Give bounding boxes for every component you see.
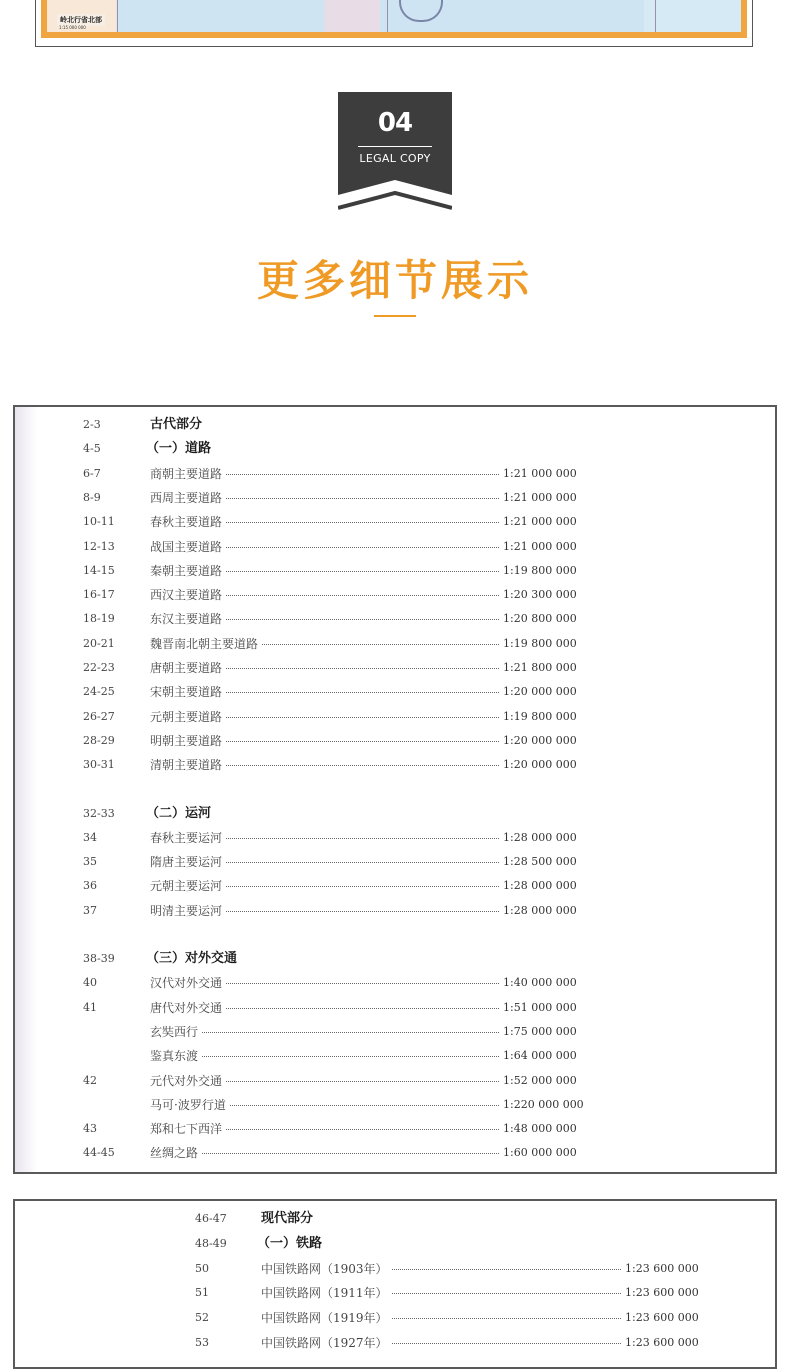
toc-entry-title: 玄奘西行	[150, 1022, 201, 1042]
toc-page-number: 46-47	[195, 1212, 227, 1225]
toc-map-scale: 1:23 600 000	[625, 1261, 699, 1275]
toc-map-scale: 1:20 800 000	[503, 612, 577, 626]
toc-row	[15, 609, 775, 629]
toc-page-number: 48-49	[195, 1236, 227, 1250]
toc-row	[15, 804, 775, 824]
toc-map-scale: 1:51 000 000	[503, 1000, 577, 1014]
toc-entry-title: 春秋主要道路	[150, 512, 225, 532]
toc-page-number: 35	[83, 855, 97, 869]
toc-map-scale: 1:60 000 000	[503, 1146, 577, 1160]
toc-page-number: 51	[195, 1286, 209, 1300]
toc-entry-title: 中国铁路网（1927年）	[261, 1333, 391, 1353]
toc-dot-leader	[150, 1153, 499, 1154]
toc-page-number: 43	[83, 1122, 97, 1136]
toc-row	[15, 561, 775, 581]
toc-page-number: 30-31	[83, 758, 115, 772]
toc-entry-title: 明清主要运河	[150, 901, 225, 921]
toc-page-number: 8-9	[83, 490, 101, 504]
toc-page-number: 52	[195, 1311, 209, 1325]
toc-row	[15, 464, 775, 484]
toc-map-scale: 1:23 600 000	[625, 1286, 699, 1300]
toc-page-number: 38-39	[83, 952, 115, 965]
toc-section-heading: （二）运河	[146, 805, 212, 821]
toc-map-scale: 1:21 000 000	[503, 490, 577, 504]
badge-divider	[358, 146, 432, 147]
toc-row	[15, 901, 775, 921]
toc-row	[15, 488, 775, 508]
toc-page-number: 6-7	[83, 466, 101, 480]
toc-entry-title: 宋朝主要道路	[150, 682, 225, 702]
toc-row	[15, 852, 775, 872]
toc-map-scale: 1:20 000 000	[503, 685, 577, 699]
toc-map-scale: 1:28 000 000	[503, 903, 577, 917]
toc-entry-title: 清朝主要道路	[150, 755, 225, 775]
toc-page-number: 53	[195, 1336, 209, 1349]
toc-entry-title: 隋唐主要运河	[150, 852, 225, 872]
toc-map-scale: 1:28 000 000	[503, 830, 577, 844]
toc-map-scale: 1:21 800 000	[503, 661, 577, 674]
map-river	[399, 0, 443, 22]
toc-row	[15, 1095, 775, 1115]
toc-row	[15, 1022, 775, 1042]
toc-page-number: 34	[83, 830, 97, 844]
toc-row	[15, 1259, 775, 1279]
toc-entry-title: 中国铁路网（1911年）	[261, 1283, 391, 1303]
toc-page-number: 12-13	[83, 539, 115, 553]
toc-row	[15, 1308, 775, 1328]
toc-page-number: 4-5	[83, 442, 101, 456]
toc-row	[15, 1234, 775, 1254]
toc-entry-title: 西汉主要道路	[150, 585, 225, 605]
toc-row	[15, 512, 775, 532]
toc-page-number: 20-21	[83, 636, 115, 650]
toc-row	[15, 634, 775, 654]
toc-page-ancient	[13, 405, 777, 1174]
toc-map-scale: 1:23 600 000	[625, 1311, 699, 1325]
toc-row	[15, 585, 775, 605]
map-boundary-line	[387, 0, 388, 32]
toc-row	[15, 973, 775, 993]
toc-page-number: 37	[83, 903, 97, 917]
map-image-strip	[35, 0, 753, 47]
toc-entry-title: 商朝主要道路	[150, 464, 225, 484]
toc-map-scale: 1:21 000 000	[503, 466, 577, 480]
toc-row	[15, 1046, 775, 1066]
toc-entry-title: 战国主要道路	[150, 537, 225, 557]
map-boundary-line	[117, 0, 118, 32]
toc-row	[15, 537, 775, 557]
toc-page-number: 10-11	[83, 515, 115, 529]
toc-entry-title: 元代对外交通	[150, 1071, 225, 1091]
toc-entry-title: 马可·波罗行道	[150, 1095, 229, 1115]
toc-entry-title: 春秋主要运河	[150, 828, 225, 848]
badge-subtitle: LEGAL COPY	[359, 152, 431, 165]
toc-row	[15, 755, 775, 775]
map-scale: 1:15 000 000	[59, 25, 86, 30]
toc-map-scale: 1:75 000 000	[503, 1024, 577, 1038]
toc-page-number: 42	[83, 1073, 97, 1087]
toc-map-scale: 1:20 000 000	[503, 733, 577, 747]
toc-entry-title: 元朝主要运河	[150, 876, 225, 896]
toc-map-scale: 1:21 000 000	[503, 515, 577, 529]
toc-map-scale: 1:20 000 000	[503, 758, 577, 772]
toc-entry-title: 中国铁路网（1903年）	[261, 1259, 391, 1279]
map-border	[41, 0, 747, 38]
toc-section-heading: （三）对外交通	[146, 951, 238, 966]
toc-map-scale: 1:19 800 000	[503, 563, 577, 577]
toc-page-number: 44-45	[83, 1146, 115, 1160]
toc-entry-title: 郑和七下西洋	[150, 1119, 225, 1139]
toc-page-number: 50	[195, 1261, 209, 1275]
toc-row	[15, 707, 775, 727]
toc-entry-title: 唐朝主要道路	[150, 658, 225, 678]
toc-entry-title: 魏晋南北朝主要道路	[150, 634, 261, 654]
toc-row	[15, 1119, 775, 1139]
toc-entry-title: 明朝主要道路	[150, 731, 225, 751]
toc-dot-leader	[150, 1056, 499, 1057]
toc-page-number: 18-19	[83, 612, 115, 626]
toc-row	[15, 1283, 775, 1303]
toc-row	[15, 1333, 775, 1353]
toc-row	[15, 658, 775, 678]
toc-row	[15, 828, 775, 848]
toc-map-scale: 1:19 800 000	[503, 709, 577, 723]
toc-map-scale: 1:40 000 000	[503, 976, 577, 990]
toc-map-scale: 1:64 000 000	[503, 1049, 577, 1063]
toc-row	[15, 998, 775, 1018]
toc-page-modern	[13, 1199, 777, 1369]
toc-page-number: 14-15	[83, 563, 115, 577]
toc-map-scale: 1:28 500 000	[503, 855, 577, 869]
toc-dot-leader	[150, 1032, 499, 1033]
toc-map-scale: 1:21 000 000	[503, 539, 577, 553]
toc-map-scale: 1:48 000 000	[503, 1122, 577, 1136]
toc-map-scale: 1:20 300 000	[503, 588, 577, 602]
map-boundary-line	[655, 0, 656, 32]
toc-page-number: 41	[83, 1000, 97, 1014]
toc-entry-title: 汉代对外交通	[150, 973, 225, 993]
badge-number: 04	[377, 108, 413, 138]
toc-entry-title: 东汉主要道路	[150, 609, 225, 629]
toc-row	[15, 1209, 775, 1229]
toc-page-number: 16-17	[83, 588, 115, 602]
toc-entry-title: 中国铁路网（1919年）	[261, 1308, 391, 1328]
toc-row	[15, 439, 775, 459]
toc-map-scale: 1:220 000 000	[503, 1097, 584, 1111]
heading-underline	[374, 315, 416, 317]
toc-row	[15, 415, 775, 435]
toc-row	[15, 1071, 775, 1091]
section-heading: 更多细节展示	[256, 256, 533, 305]
toc-row	[15, 682, 775, 702]
toc-page-number: 22-23	[83, 661, 115, 674]
toc-page-number: 36	[83, 879, 97, 893]
map-canvas	[47, 0, 741, 32]
map-caption: 岭北行省北部	[57, 14, 105, 26]
toc-entry-title: 鉴真东渡	[150, 1046, 201, 1066]
toc-map-scale: 1:52 000 000	[503, 1073, 577, 1087]
toc-entry-title: 秦朝主要道路	[150, 561, 225, 581]
toc-page-number: 26-27	[83, 709, 115, 723]
toc-row	[15, 731, 775, 751]
toc-entry-title: 丝绸之路	[150, 1143, 201, 1163]
toc-section-heading: 古代部分	[150, 417, 203, 432]
toc-entry-title: 元朝主要道路	[150, 707, 225, 727]
section-badge	[338, 92, 452, 211]
toc-row	[15, 949, 775, 969]
toc-entry-title: 唐代对外交通	[150, 998, 225, 1018]
toc-page-number: 24-25	[83, 685, 115, 699]
toc-page-number: 40	[83, 976, 97, 990]
toc-map-scale: 1:19 800 000	[503, 636, 577, 650]
toc-map-scale: 1:28 000 000	[503, 879, 577, 893]
toc-page-number: 32-33	[83, 806, 115, 820]
toc-section-heading: 现代部分	[261, 1211, 314, 1226]
toc-section-heading: （一）铁路	[257, 1235, 323, 1251]
toc-page-number: 2-3	[83, 418, 101, 431]
toc-section-heading: （一）道路	[146, 441, 212, 457]
toc-page-number: 28-29	[83, 733, 115, 747]
toc-row	[15, 1143, 775, 1163]
toc-row	[15, 876, 775, 896]
toc-entry-title: 西周主要道路	[150, 488, 225, 508]
toc-map-scale: 1:23 600 000	[625, 1336, 699, 1349]
